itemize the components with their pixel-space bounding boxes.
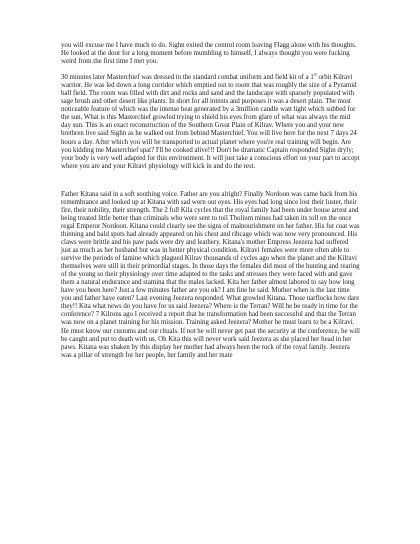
body-text — [61, 42, 360, 360]
paragraph-2-rest: orbit Kilravi warrior. He was led down a long corridor which emptied out to room that was roughly the size of a Pyramid ball field. The room was filled with dirt and rocks and sand and the landscape with sparsely populated with sage brush and other desert like plants. In short for all intents and purposes it was a desert plain. The most noticeable feature of which was the intense heat generated by a 3million candle watt light which subbed for the sun. What is this Masterchief growled trying to shield his eyes from glare of what was always the mid day sun. This is an exact reconstruction of the Southern Great Plain of Kilrav. Where you and your new brethren live said Sighn as he walked out from behind Masterchief. You will live here for the next 7 days 24 hours a day. After which you will be transported to actual planet where you're real training will begin. Are you kidding me Masterchief spat? I'll be cooked alive!!! Don't be dramatic Captain responded Sighn dryly; your body is very well adapted for this environment. It will just take a conscious effort on your part to accept where you are and your Kilravi physiology will kick in and do the rest. — [61, 74, 360, 170]
ordinal-superscript: st — [313, 71, 317, 77]
paragraph-3: Father Kitana said in a soft soothing voice. Father are you alright? Finally Nordoon was came back from his remembrance and looked up at Kitana with sad worn out eyes. His eyes had long since lost their luster, their fire, their nobility, their strength. The 2 full Kila cycles that the royal family had been under house arrest and being treated little better than criminals who were sent to toil Tholium mines had taken its toll on the once regal Emperor Nordoon. Kitana could clearly see the signs of malnourishment on her father. His fur coat was thinning and bald spots had already appeared on his chest and ribcage which was now very pronounced. His claws were brittle and his paw pads were dry and leathery. Kitana's mother Empress Jeezera had suffered just as much as her husband but was in better physical condition. Kilravi females were more often able to survive the periods of famine which plagued Kilrav thousands of cycles ago when the planet and the Kilravi themselves were still in their primordial stages. In those days the females did most of the hunting and rearing of the young so their physiology over time adapted to the tasks and stresses they were faced with and gave them a natural endurance and stamina that the males lacked. Kita her father almost labored to say how long have you been here? Just a few minutes father are you ok? I am fine he said. Mother when is the last time you and father have eaten? Last evening Jeezera responded. What growled Kitana. Those narflocks how dare they!! Kita what news do you have for us said Jeezera? Where is the Terran? Will he be ready in time for the conference? 7 Kilrons ago I received a report that he transformation had been successful and that the Terran was now on a planet training for his mission. Training asked Jeezera? Mother he must learn to be a Kilravi. He must know our customs and our rituals. If not he will never get past the security at the conference, he will be caught and put to death with us. Oh Kita this will never work said Jeezera as she placed her head in her paws. Kitana was shaken by this display her mother had always been the rock of the royal family. Jeezera was a pillar of strength for her people, her family and her mate — [61, 190, 360, 359]
paragraph-1: you will excuse me I have much to do. Sighn exited the control room leaving Flagg alone with his thoughts. He looked at the door for a long moment before mumbling to himself, I always thought you were fucking weird from the first time I met you. — [61, 42, 357, 66]
paragraph-2 — [61, 71, 360, 171]
paragraph-2-start: 30 minutes later Masterchief was dressed in the standard combat uniform and field kit of a 1 — [61, 74, 314, 82]
